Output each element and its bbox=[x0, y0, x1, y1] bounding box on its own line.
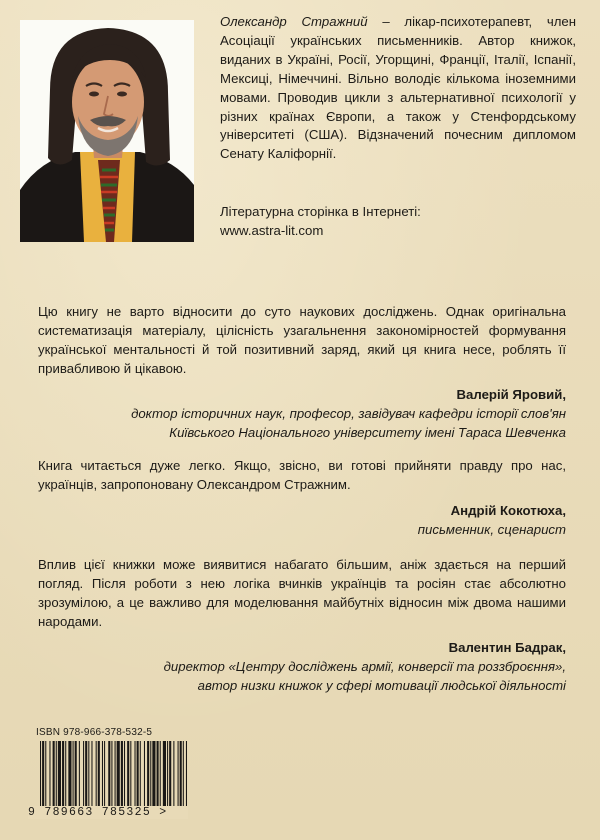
barcode-bar bbox=[147, 741, 149, 807]
barcode-bar bbox=[68, 741, 71, 807]
barcode-bar bbox=[152, 741, 155, 807]
barcode-bar bbox=[49, 741, 50, 807]
barcode-bar bbox=[183, 741, 184, 807]
barcode-bar bbox=[157, 741, 159, 807]
barcode-bar bbox=[121, 741, 123, 807]
review-author: Андрій Кокотюха, bbox=[450, 503, 566, 518]
barcode-bar bbox=[115, 741, 116, 807]
barcode-bar bbox=[91, 741, 92, 807]
barcode-bar bbox=[73, 741, 74, 807]
review-author: Валентин Бадрак, bbox=[448, 640, 566, 655]
barcode-bar bbox=[104, 741, 105, 807]
barcode-bar bbox=[40, 741, 41, 807]
barcode-bar bbox=[102, 741, 103, 807]
barcode-bar bbox=[58, 741, 61, 807]
barcode-bar bbox=[160, 741, 161, 807]
barcode-bar bbox=[65, 741, 66, 807]
review-author-role: письменник, сценарист bbox=[417, 522, 566, 537]
barcode-bar bbox=[85, 741, 87, 807]
author-name: Олександр Стражний bbox=[220, 14, 368, 29]
review-text: Вплив цієї книжки може виявитися набагато більшим, аніж здається на перший погляд. Після роботи з нею логіка вчинків українців та росіян стає абсолютно зрозумілою, а це важливо для моделювання майбутніх відносин між двома нашими народами. bbox=[38, 557, 566, 629]
barcode-bar bbox=[178, 741, 179, 807]
barcode-bar bbox=[96, 741, 97, 807]
barcode-bar bbox=[186, 741, 187, 807]
author-bio bbox=[220, 13, 576, 164]
website-block bbox=[220, 203, 580, 241]
review-text: Книга читається дуже легко. Якщо, звісно, ви готові прийняти правду про нас, українців, запропоновану Олександром Стражним. bbox=[38, 458, 566, 492]
barcode-bar bbox=[108, 741, 110, 807]
barcode-bar bbox=[169, 741, 171, 807]
barcode-bar bbox=[135, 741, 136, 807]
review-author: Валерій Яровий, bbox=[456, 387, 566, 402]
barcode-bar bbox=[127, 741, 129, 807]
review-author-role: доктор історичних наук, професор, завідувач кафедри історії слов'ян bbox=[131, 406, 566, 421]
barcode-bar bbox=[98, 741, 100, 807]
barcode-bar bbox=[144, 741, 145, 807]
barcode-bar bbox=[140, 741, 141, 807]
barcode-bar bbox=[130, 741, 131, 807]
review-author-role: директор «Центру досліджень армії, конверсії та роззброєння», bbox=[163, 659, 566, 674]
barcode-bar bbox=[83, 741, 84, 807]
barcode-bar bbox=[45, 741, 46, 807]
barcode-bar bbox=[56, 741, 57, 807]
author-photo bbox=[20, 20, 194, 242]
website-label: Літературна сторінка в Інтернеті: bbox=[220, 204, 421, 219]
barcode-bar bbox=[180, 741, 182, 807]
isbn-number: ISBN 978-966-378-532-5 bbox=[36, 727, 153, 738]
review-3 bbox=[38, 555, 566, 695]
barcode-bar bbox=[53, 741, 55, 807]
barcode-bar bbox=[79, 741, 80, 807]
barcode-bar bbox=[163, 741, 166, 807]
barcode-bar bbox=[88, 741, 89, 807]
review-text: Цю книгу не варто відносити до суто наукових досліджень. Однак оригінальна систематизація матеріалу, цілісність узагальнення закономірностей формування української ментальності й той позитивний заряд, який ця книга несе, роблять її привабливою й цікавою. bbox=[38, 304, 566, 376]
barcode-bar bbox=[42, 741, 44, 807]
barcode-bar bbox=[173, 741, 174, 807]
review-author-role-cont: Київського Національного університету імені Тараса Шевченка bbox=[169, 425, 566, 440]
barcode-bar bbox=[124, 741, 125, 807]
barcode-bar bbox=[111, 741, 112, 807]
author-bio-text: – лікар-психотерапевт, член Асоціації українських письменників. Автор книжок, виданих в Україні, Росії, Угорщині, Франції, Італії, Іспанії, Мексиці, Німеччині. Вільно володіє кількома іноземними мовами. Проводив цикли з альтернативної психології у різних країнах Європи, а також у Стенфордському університеті (США). Відзначений почесним дипломом Сенату Каліфорнії. bbox=[220, 14, 577, 162]
barcode-bar bbox=[167, 741, 168, 807]
website-link[interactable]: www.astra-lit.com bbox=[220, 222, 324, 238]
barcode-bar bbox=[137, 741, 139, 807]
barcode-bar bbox=[75, 741, 77, 807]
barcode-bar bbox=[150, 741, 151, 807]
review-2 bbox=[38, 456, 566, 539]
barcode-bar bbox=[117, 741, 120, 807]
review-1 bbox=[38, 302, 566, 442]
barcode-bar bbox=[62, 741, 64, 807]
review-author-role-cont: автор низки книжок у сфері мотивації людської діяльності bbox=[197, 678, 566, 693]
barcode-digits: 9 789663 785325 > bbox=[28, 806, 188, 819]
